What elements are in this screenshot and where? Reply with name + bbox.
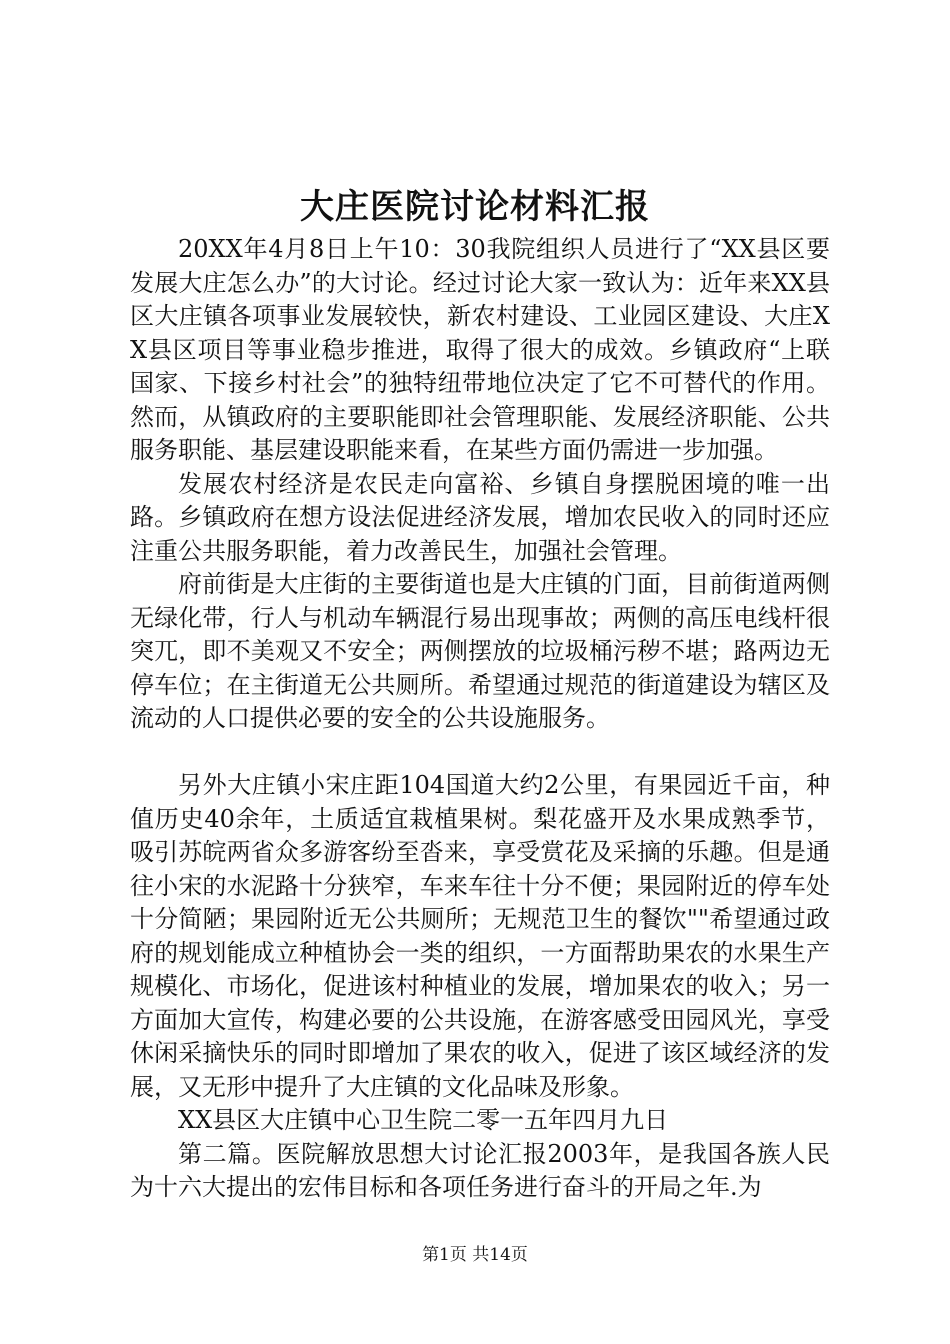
paragraph: 第二篇。医院解放思想大讨论汇报2003年，是我国各族人民为十六大提出的宏伟目标和各项任务进行奋斗的开局之年.为 — [130, 1139, 830, 1201]
document-title: 大庄医院讨论材料汇报 — [300, 187, 650, 227]
paragraph: 发展农村经济是农民走向富裕、乡镇自身摆脱困境的唯一出路。乡镇政府在想方设法促进经济发展，增加农民收入的同时还应注重公共服务职能，着力改善民生，加强社会管理。 — [130, 469, 830, 565]
document-body — [130, 233, 830, 1205]
paragraph: 另外大庄镇小宋庄距104国道大约2公里，有果园近千亩，种值历史40余年，土质适宜栽植果树。梨花盛开及水果成熟季节，吸引苏皖两省众多游客纷至沓来，享受赏花及采摘的乐趣。但是通往小宋的水泥路十分狭窄，车来车往十分不便；果园附近的停车处十分简陋；果园附近无公共厕所；无规范卫生的餐饮""希望通过政府的规划能成立种植协会一类的组织，一方面帮助果农的水果生产规模化、市场化，促进该村种植业的发展，增加果农的收入；另一方面加大宣传，构建必要的公共设施，在游客感受田园风光，享受休闲采摘快乐的同时即增加了果农的收入，促进了该区域经济的发展，又无形中提升了大庄镇的文化品味及形象。 — [130, 771, 830, 1101]
page-indicator: 第1页 共14页 — [422, 1245, 528, 1265]
paragraph: 20XX年4月8日上午10：30我院组织人员进行了“XX县区要发展大庄怎么办”的大讨论。经过讨论大家一致认为：近年来XX县区大庄镇各项事业发展较快，新农村建设、工业园区建设、大庄XX县区项目等事业稳步推进，取得了很大的成效。乡镇政府“上联国家、下接乡村社会”的独特纽带地位决定了它不可替代的作用。然而，从镇政府的主要职能即社会管理职能、发展经济职能、公共服务职能、基层建设职能来看，在某些方面仍需进一步加强。 — [130, 235, 830, 464]
signature-line: XX县区大庄镇中心卫生院二零一五年四月九日 — [178, 1106, 669, 1134]
paragraph: 府前街是大庄街的主要街道也是大庄镇的门面，目前街道两侧无绿化带，行人与机动车辆混行易出现事故；两侧的高压电线杆很突兀，即不美观又不安全；两侧摆放的垃圾桶污秽不堪；路两边无停车位；在主街道无公共厕所。希望通过规范的街道建设为辖区及流动的人口提供必要的安全的公共设施服务。 — [130, 570, 830, 732]
